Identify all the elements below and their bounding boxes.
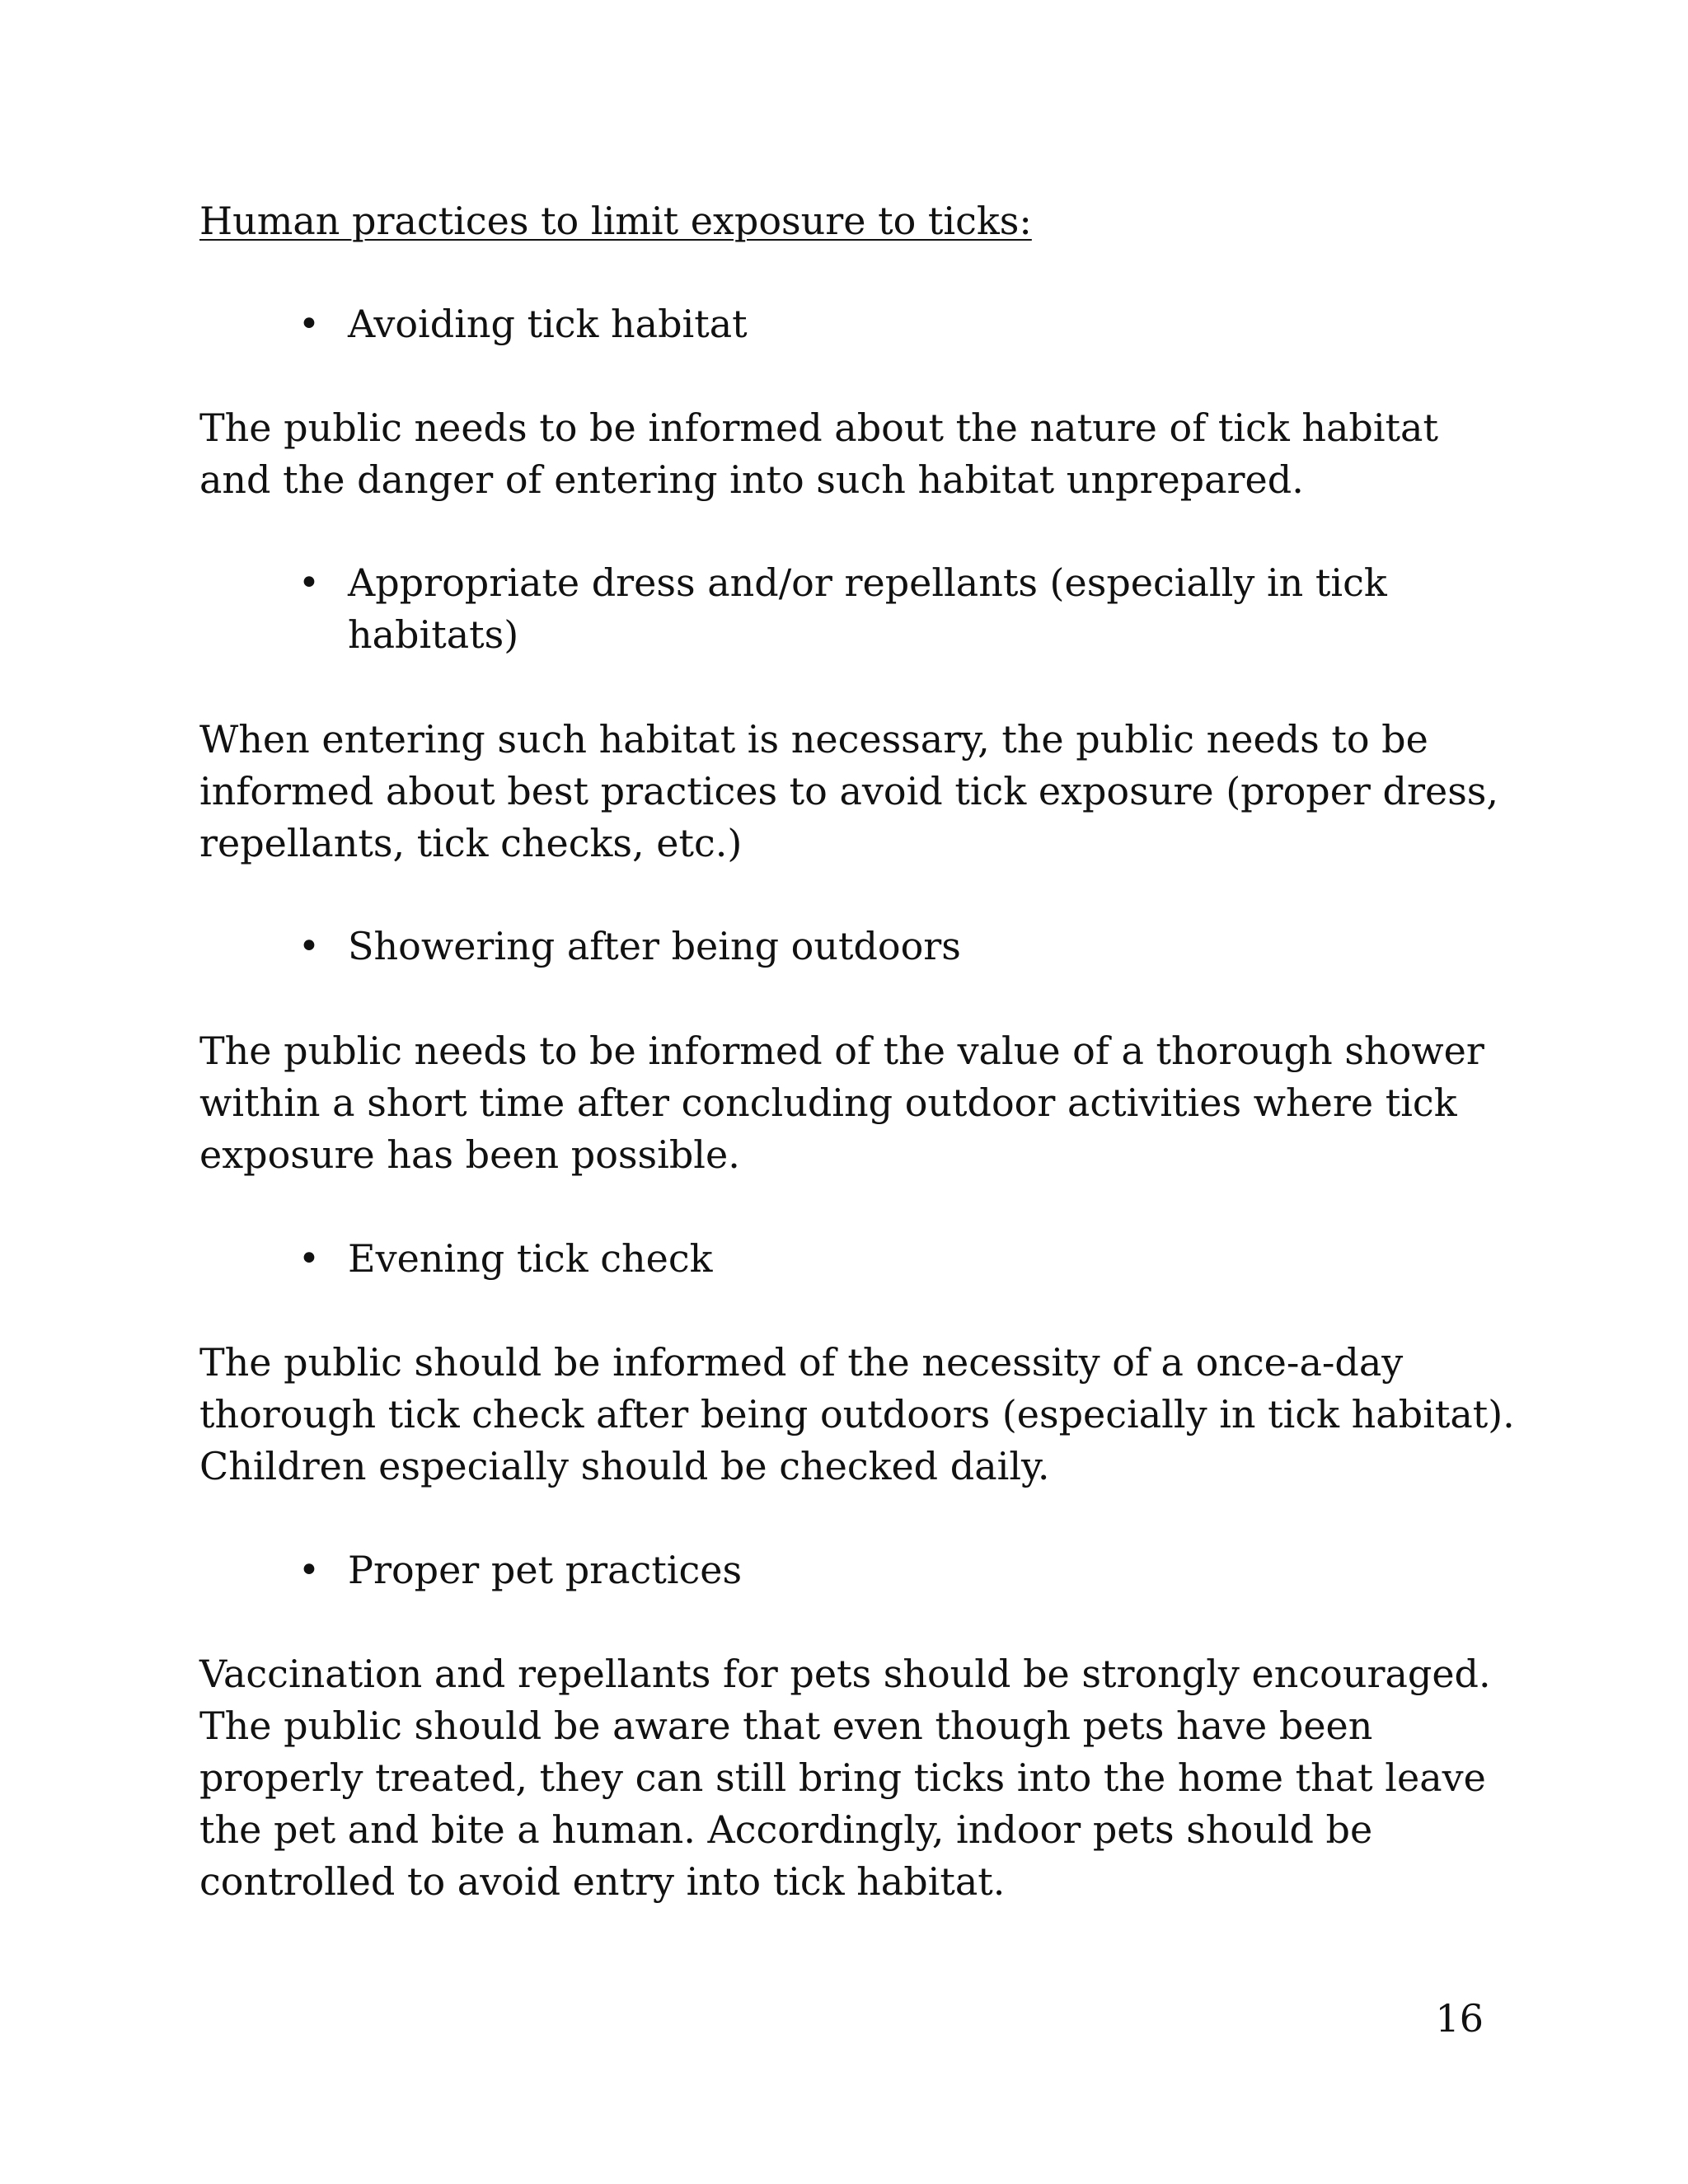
- paragraph-showering: [199, 1025, 1518, 1181]
- paragraph-line: Children especially should be checked daily.: [199, 1444, 1050, 1488]
- bullet-text: [348, 1544, 1518, 1596]
- bullet-icon: •: [298, 926, 320, 968]
- paragraph-line: informed about best practices to avoid tick exposure (proper dress,: [199, 769, 1499, 813]
- bullet-icon: •: [298, 1549, 320, 1591]
- bullet-icon: •: [298, 562, 320, 604]
- paragraph-line: Vaccination and repellants for pets should be strongly encouraged.: [199, 1652, 1491, 1696]
- bullet-icon: •: [298, 1238, 320, 1280]
- paragraph-line: exposure has been possible.: [199, 1132, 740, 1177]
- bullet-text: [348, 298, 1518, 350]
- paragraph-line: The public needs to be informed of the value of a thorough shower: [199, 1029, 1484, 1073]
- paragraph-line: and the danger of entering into such habitat unprepared.: [199, 457, 1304, 502]
- bullet-icon: •: [298, 303, 320, 345]
- section-heading: Human practices to limit exposure to ticks:: [199, 199, 1032, 243]
- bullet-line: habitats): [348, 612, 519, 657]
- paragraph-line: properly treated, they can still bring ticks into the home that leave: [199, 1755, 1486, 1800]
- bullet-line: Evening tick check: [348, 1236, 713, 1281]
- bullet-item: [298, 1233, 1518, 1285]
- bullet-text: [348, 1233, 1518, 1285]
- bullet-list-showering: [298, 921, 1518, 972]
- paragraph-avoiding-habitat: [199, 402, 1518, 506]
- paragraph-line: When entering such habitat is necessary, the public needs to be: [199, 717, 1428, 762]
- bullet-text: [348, 921, 1518, 972]
- bullet-line: Showering after being outdoors: [348, 924, 961, 968]
- page-number: 16: [1435, 1996, 1484, 2041]
- bullet-line: Avoiding tick habitat: [348, 302, 748, 346]
- paragraph-line: controlled to avoid entry into tick habitat.: [199, 1859, 1006, 1904]
- bullet-item: [298, 557, 1518, 661]
- paragraph-line: The public should be aware that even though pets have been: [199, 1704, 1373, 1748]
- bullet-item: [298, 298, 1518, 350]
- paragraph-line: The public should be informed of the necessity of a once-a-day: [199, 1340, 1404, 1385]
- paragraph-pet-practices: [199, 1648, 1518, 1908]
- bullet-item: [298, 921, 1518, 972]
- paragraph-dress-repellants: [199, 714, 1518, 869]
- bullet-list-pet-practices: [298, 1544, 1518, 1596]
- paragraph-line: thorough tick check after being outdoors (especially in tick habitat).: [199, 1392, 1515, 1436]
- bullet-list-dress-repellants: [298, 557, 1518, 661]
- bullet-line: Appropriate dress and/or repellants (especially in tick: [348, 560, 1387, 605]
- document-page: [199, 0, 1518, 2184]
- paragraph-evening-check: [199, 1337, 1518, 1493]
- bullet-list-avoiding-habitat: [298, 298, 1518, 350]
- paragraph-line: the pet and bite a human. Accordingly, indoor pets should be: [199, 1807, 1373, 1852]
- paragraph-line: within a short time after concluding outdoor activities where tick: [199, 1080, 1457, 1125]
- bullet-item: [298, 1544, 1518, 1596]
- bullet-list-evening-check: [298, 1233, 1518, 1285]
- paragraph-line: repellants, tick checks, etc.): [199, 821, 743, 865]
- bullet-text: [348, 557, 1518, 661]
- bullet-line: Proper pet practices: [348, 1548, 743, 1592]
- paragraph-line: The public needs to be informed about the nature of tick habitat: [199, 405, 1438, 450]
